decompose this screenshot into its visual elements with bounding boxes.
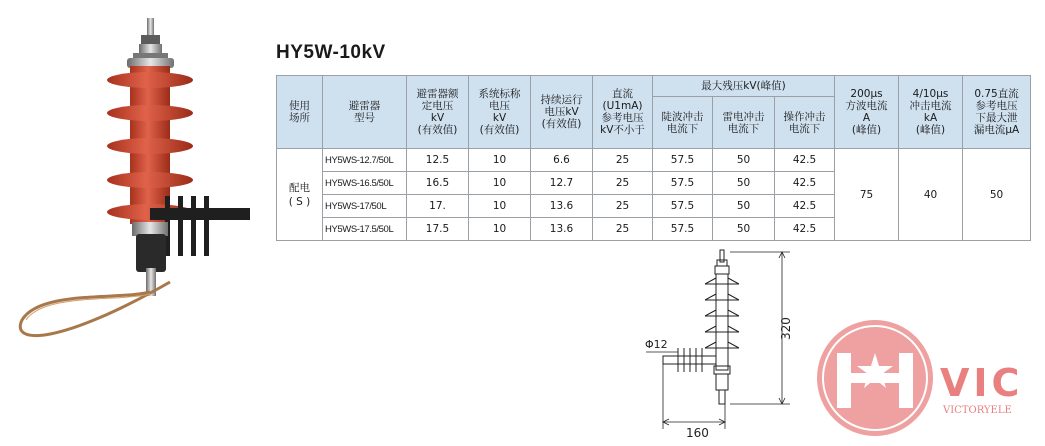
residual-steep-cell: 57.5 [653,195,713,218]
system-voltage-cell: 10 [469,172,531,195]
header-rated-voltage: 避雷器额 定电压 kV (有效值) [407,76,469,149]
spec-table [276,75,1031,241]
residual-switching-cell: 42.5 [775,149,835,172]
table-row [277,149,1031,172]
dc-reference-cell: 25 [593,172,653,195]
continuous-voltage-cell: 6.6 [531,149,593,172]
header-residual-lightning: 雷电冲击 电流下 [713,97,775,149]
logo-text: VIC [940,361,1024,405]
product-photo [0,0,270,446]
header-usage: 使用 场所 [277,76,323,149]
residual-lightning-cell: 50 [713,172,775,195]
usage-cell: 配电 ( S ) [277,149,323,241]
model-cell: HY5WS-17.5/50L [323,218,407,241]
system-voltage-cell: 10 [469,218,531,241]
model-cell: HY5WS-12.7/50L [323,149,407,172]
rated-voltage-cell: 16.5 [407,172,469,195]
residual-lightning-cell: 50 [713,149,775,172]
continuous-voltage-cell: 12.7 [531,172,593,195]
continuous-voltage-cell: 13.6 [531,218,593,241]
residual-steep-cell: 57.5 [653,149,713,172]
residual-switching-cell: 42.5 [775,195,835,218]
dc-reference-cell: 25 [593,195,653,218]
square-wave-cell: 75 [835,149,899,241]
dimension-drawing [630,244,820,444]
residual-lightning-cell: 50 [713,195,775,218]
system-voltage-cell: 10 [469,149,531,172]
header-system-voltage: 系统标称 电压 kV (有效值) [469,76,531,149]
high-current-cell: 40 [899,149,963,241]
diameter-label: Φ12 [645,338,668,351]
header-leakage: 0.75直流 参考电压 下最大泄 漏电流μA [963,76,1031,149]
continuous-voltage-cell: 13.6 [531,195,593,218]
width-label: 160 [686,426,709,440]
page-title: HY5W-10kV [276,42,386,63]
header-residual-steep: 陡波冲击 电流下 [653,97,713,149]
residual-steep-cell: 57.5 [653,218,713,241]
height-label: 320 [779,317,793,340]
residual-switching-cell: 42.5 [775,172,835,195]
leakage-cell: 50 [963,149,1031,241]
rated-voltage-cell: 17. [407,195,469,218]
model-cell: HY5WS-16.5/50L [323,172,407,195]
system-voltage-cell: 10 [469,195,531,218]
company-logo [815,318,1040,438]
model-cell: HY5WS-17/50L [323,195,407,218]
dc-reference-cell: 25 [593,218,653,241]
residual-lightning-cell: 50 [713,218,775,241]
residual-switching-cell: 42.5 [775,218,835,241]
logo-subtext: VICTORYELE [943,405,1012,416]
header-high-current: 4/10μs 冲击电流 kA (峰值) [899,76,963,149]
residual-steep-cell: 57.5 [653,172,713,195]
header-dc-reference: 直流 (U1mA) 参考电压 kV不小于 [593,76,653,149]
header-square-wave: 200μs 方波电流 A (峰值) [835,76,899,149]
header-model: 避雷器 型号 [323,76,407,149]
dc-reference-cell: 25 [593,149,653,172]
header-residual-group: 最大残压kV(峰值) [653,76,835,97]
rated-voltage-cell: 12.5 [407,149,469,172]
rated-voltage-cell: 17.5 [407,218,469,241]
header-residual-switching: 操作冲击 电流下 [775,97,835,149]
header-continuous-voltage: 持续运行 电压kV (有效值) [531,76,593,149]
